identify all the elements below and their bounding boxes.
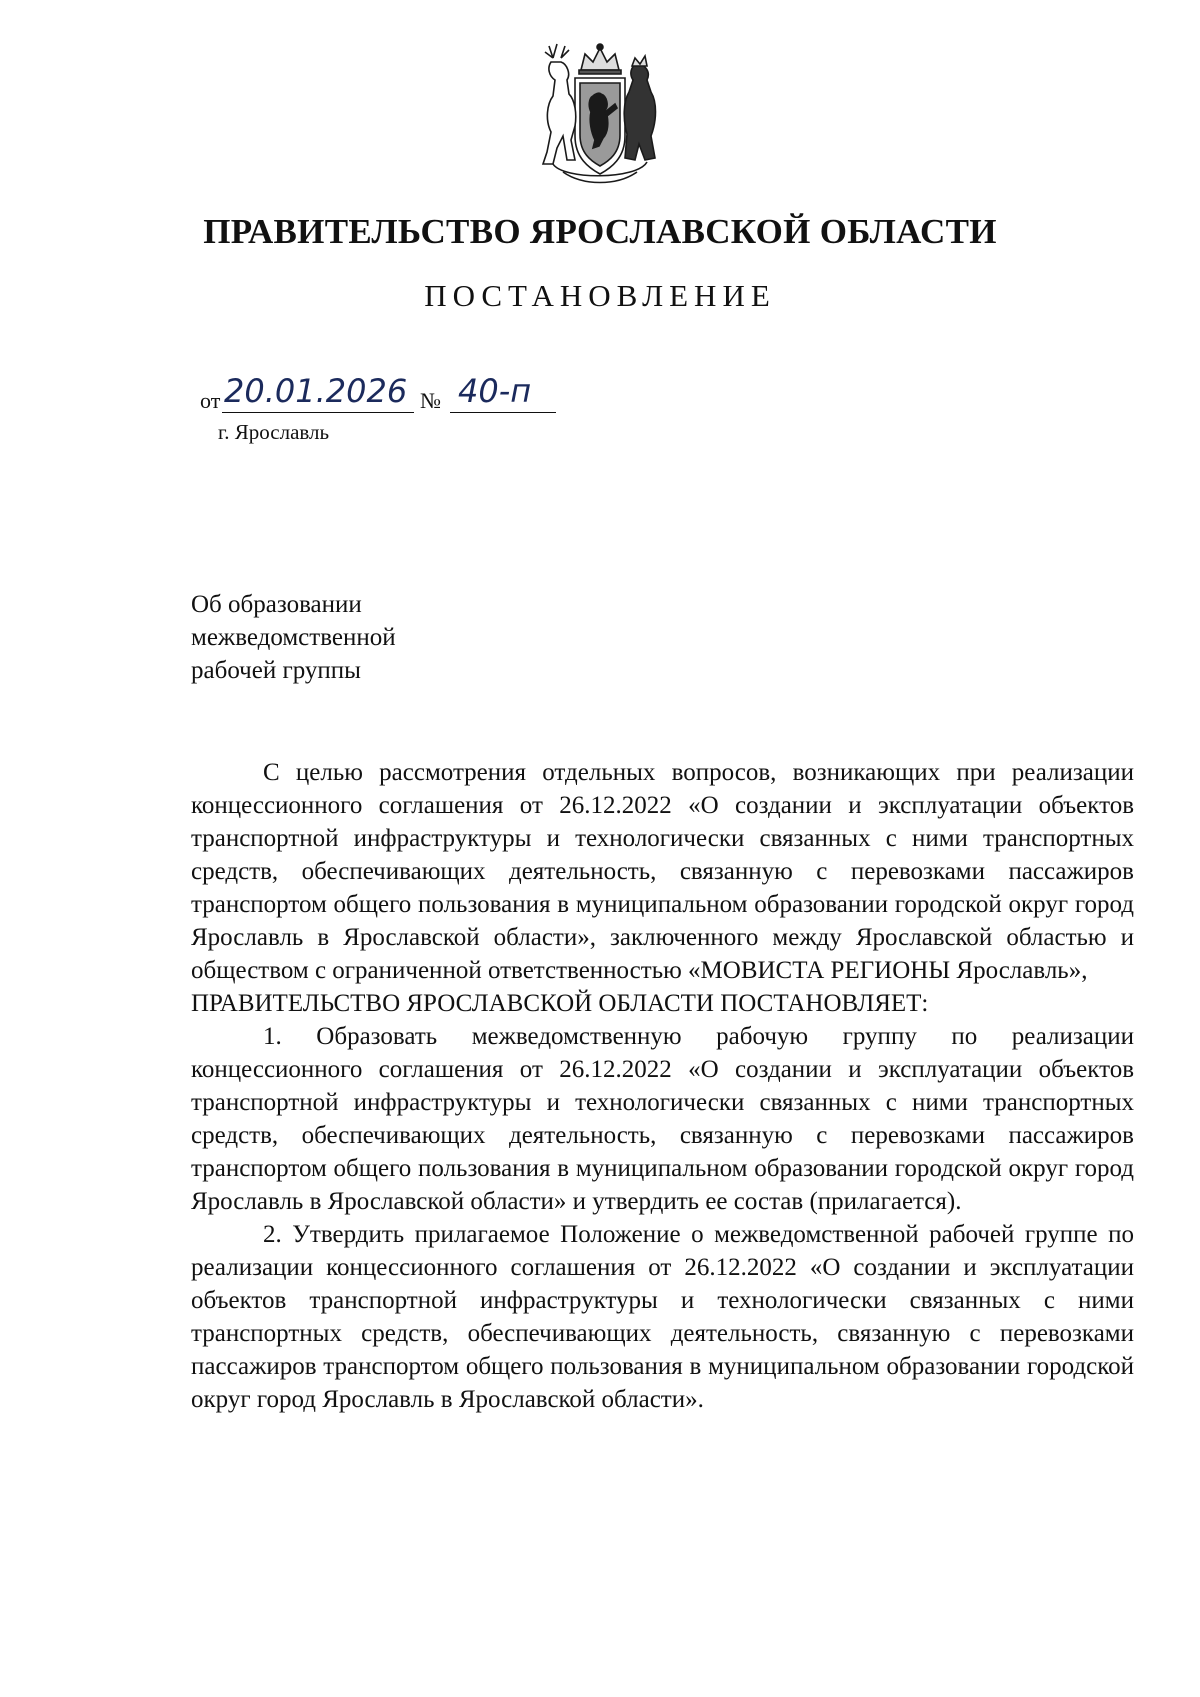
resolves-line: ПРАВИТЕЛЬСТВО ЯРОСЛАВСКОЙ ОБЛАСТИ ПОСТАНОВЛЯЕТ: (191, 990, 929, 1017)
subject-block (191, 588, 396, 687)
subject-line: межведомственной (191, 624, 396, 651)
city-line: г. Ярославль (218, 420, 330, 444)
number-underline (450, 412, 556, 413)
item-1-paragraph: 1. Образовать межведомственную рабочую группу по реализации концессионного соглашения от 26.12.2022 «О создании и эксплуатации объектов транспортной инфраструктуры и технологически связанных с ними транспортных средств, обеспечивающих деятельность, связанную с перевозками пассажиров транспортом общего пользования в муниципальном образовании городской округ город Ярославль в Ярославской области» и утвердить ее состав (прилагается). (191, 1023, 1134, 1215)
subject-line: рабочей группы (191, 657, 361, 684)
date-underline (222, 412, 414, 413)
document-body (191, 756, 1134, 1416)
subject-line: Об образовании (191, 591, 362, 618)
document-type: ПОСТАНОВЛЕНИЕ (424, 278, 776, 313)
handwritten-date: 20.01.2026 (224, 372, 408, 410)
handwritten-number: 40-п (458, 372, 532, 410)
organization-title: ПРАВИТЕЛЬСТВО ЯРОСЛАВСКОЙ ОБЛАСТИ (203, 212, 997, 251)
coat-of-arms-icon (533, 40, 667, 190)
date-prefix: от (200, 388, 221, 413)
item-2-paragraph: 2. Утвердить прилагаемое Положение о межведомственной рабочей группе по реализации концессионного соглашения от 26.12.2022 «О создании и эксплуатации объектов транспортной инфраструктуры и технологически связанных с ними транспортных средств, обеспечивающих деятельность, связанную с перевозками пассажиров транспортом общего пользования в муниципальном образовании городской округ город Ярославль в Ярославской области». (191, 1221, 1134, 1413)
preamble-paragraph: С целью рассмотрения отдельных вопросов, возникающих при реализации концессионного соглашения от 26.12.2022 «О создании и эксплуатации объектов транспортной инфраструктуры и технологически связанных с ними транспортных средств, обеспечивающих деятельность, связанную с перевозками пассажиров транспортом общего пользования в муниципальном образовании городской округ город Ярославль в Ярославской области», заключенного между Ярославской областью и обществом с ограниченной ответственностью «МОВИСТА РЕГИОНЫ Ярославль», (191, 759, 1134, 984)
number-prefix: № (420, 388, 441, 413)
